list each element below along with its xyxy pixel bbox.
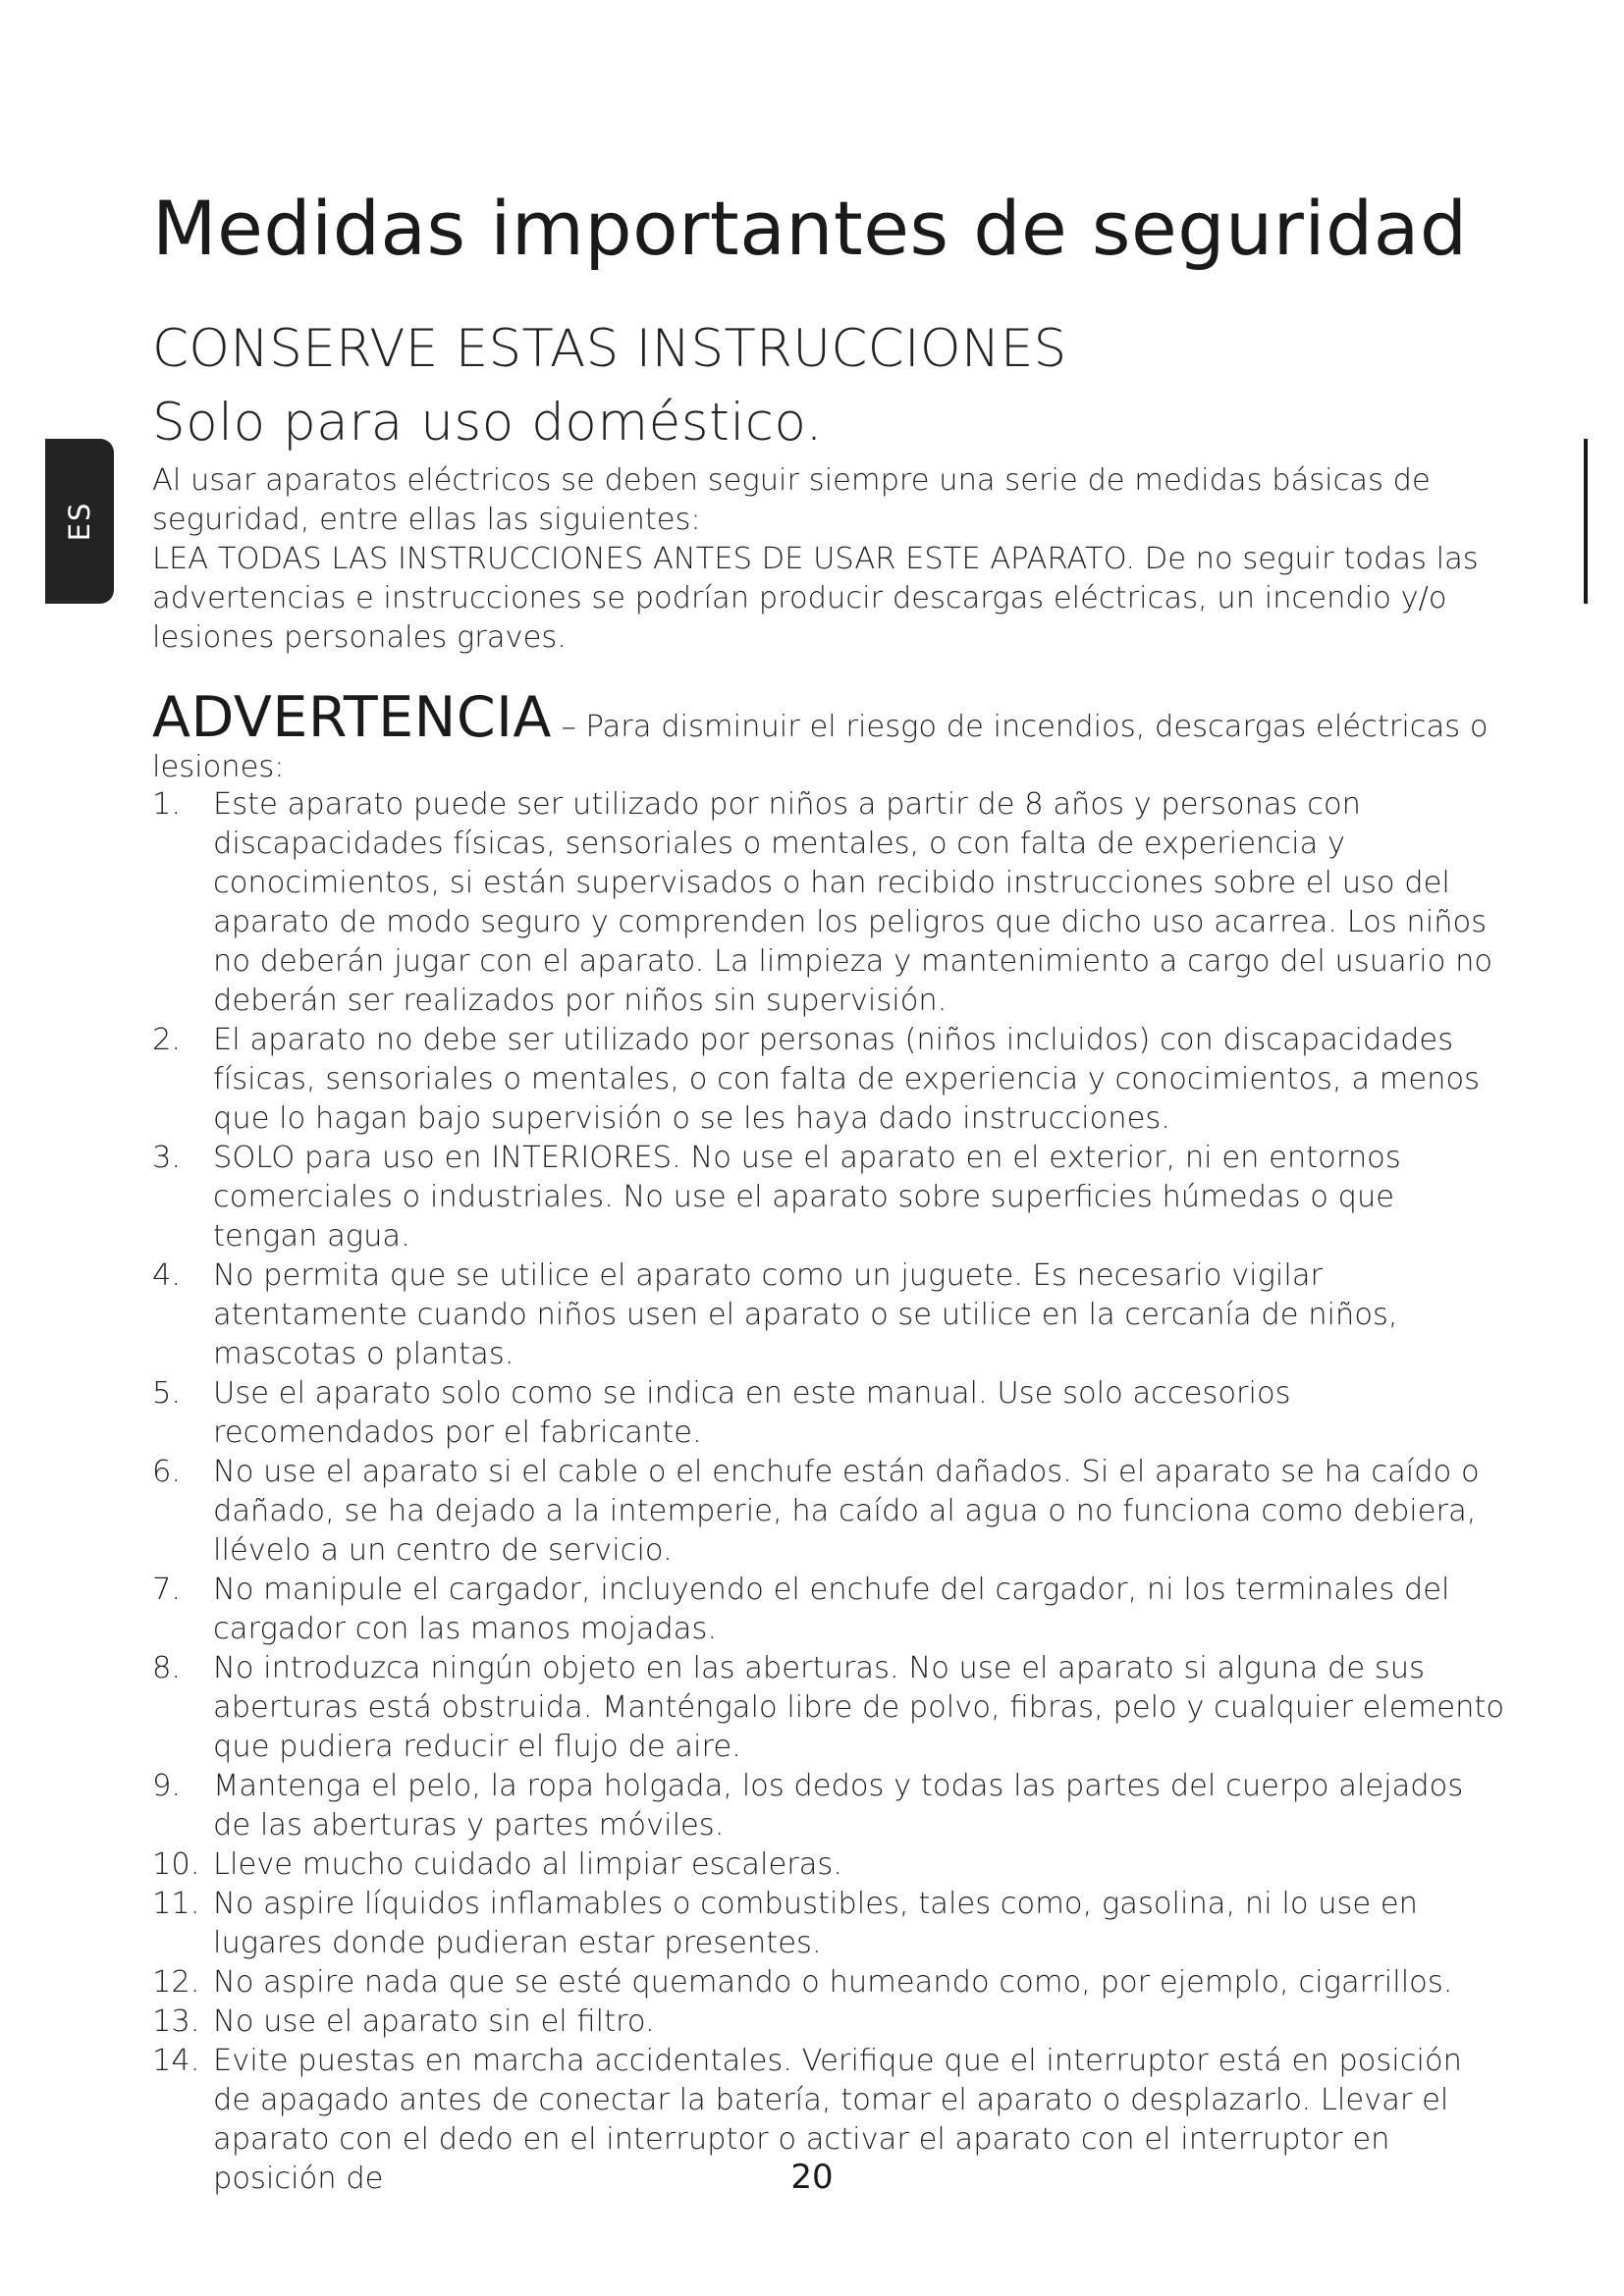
intro-paragraph-1: Al usar aparatos eléctricos se deben seguir siempre una serie de medidas básicas de seguridad, entre ellas las siguientes:: [152, 463, 1431, 537]
list-item-text: No permita que se utilice el aparato como un juguete. Es necesario vigilar atentamente cuando niños usen el aparato o se utilice en la cercanía de niños, mascotas o plantas.: [213, 1258, 1398, 1371]
list-item-number: 12.: [152, 1965, 200, 2000]
list-item-number: 1.: [152, 787, 182, 822]
list-item-number: 4.: [152, 1258, 182, 1293]
list-item-text: Evite puestas en marcha accidentales. Verifique que el interruptor está en posición de apagado antes de conectar la batería, tomar el aparato o desplazarlo. Llevar el aparato con el dedo en el interruptor o activar el aparato con el interruptor en posición de: [213, 2044, 1462, 2196]
language-tab: [45, 439, 114, 604]
list-item-text: No aspire líquidos inflamables o combustibles, tales como, gasolina, ni lo use en lugares donde pudieran estar presentes.: [213, 1887, 1418, 1960]
page-number: 20: [790, 2158, 834, 2197]
list-item: [152, 2002, 1507, 2042]
list-item: [152, 1885, 1507, 1963]
list-item: [152, 1021, 1507, 1139]
language-tab-label: ES: [63, 501, 96, 542]
list-item-text: No manipule el cargador, incluyendo el enchufe del cargador, ni los terminales del cargador con las manos mojadas.: [213, 1573, 1450, 1646]
intro-paragraph-2: LEA TODAS LAS INSTRUCCIONES ANTES DE USAR ESTE APARATO. De no seguir todas las advertencias e instrucciones se podrían producir descargas eléctricas, un incendio y/o lesiones personales graves.: [152, 542, 1479, 655]
household-use-heading: Solo para uso doméstico.: [152, 393, 824, 453]
list-item-text: Mantenga el pelo, la ropa holgada, los dedos y todas las partes del cuerpo alejados de las aberturas y partes móviles.: [213, 1769, 1464, 1842]
list-item-number: 2.: [152, 1023, 182, 1057]
warning-heading: ADVERTENCIA: [152, 685, 552, 750]
list-item: [152, 1845, 1507, 1885]
list-item-number: 3.: [152, 1141, 182, 1175]
list-item: [152, 1139, 1507, 1256]
list-item: [152, 1453, 1507, 1571]
list-item: [152, 1571, 1507, 1649]
list-item: [152, 1374, 1507, 1453]
list-item-text: No introduzca ningún objeto en las aberturas. No use el aparato si alguna de sus aberturas está obstruida. Manténgalo libre de polvo, fibras, pelo y cualquier elemento que pudiera reducir el flujo de aire.: [213, 1651, 1505, 1764]
list-item-number: 10.: [152, 1847, 200, 1882]
list-item-text: El aparato no debe ser utilizado por personas (niños incluidos) con discapacidades físicas, sensoriales o mentales, o con falta de experiencia y conocimientos, a menos que lo hagan bajo supervisión o se les haya dado instrucciones.: [213, 1023, 1481, 1136]
list-item-number: 8.: [152, 1651, 182, 1685]
list-item-number: 11.: [152, 1887, 200, 1921]
keep-instructions-heading: CONSERVE ESTAS INSTRUCCIONES: [152, 319, 1067, 379]
list-item: [152, 1256, 1507, 1374]
list-item-number: 9.: [152, 1769, 182, 1803]
list-item: [152, 1649, 1507, 1767]
safety-rules-list: [152, 785, 1507, 2199]
list-item: [152, 785, 1507, 1021]
list-item: [152, 1963, 1507, 2002]
warning-paragraph: [152, 687, 1527, 787]
list-item-number: 7.: [152, 1573, 182, 1607]
list-item-number: 6.: [152, 1455, 182, 1489]
margin-rule: [1584, 439, 1588, 604]
list-item-number: 13.: [152, 2004, 200, 2039]
list-item-number: 5.: [152, 1376, 182, 1411]
warning-text: – Para disminuir el riesgo de incendios, descargas eléctricas o lesiones:: [152, 710, 1489, 784]
list-item-text: No aspire nada que se esté quemando o humeando como, por ejemplo, cigarrillos.: [213, 1965, 1453, 2000]
page-title: Medidas importantes de seguridad: [152, 185, 1468, 272]
list-item-text: SOLO para uso en INTERIORES. No use el aparato en el exterior, ni en entornos comerciales o industriales. No use el aparato sobre superficies húmedas o que tengan agua.: [213, 1141, 1401, 1254]
list-item-text: Use el aparato solo como se indica en este manual. Use solo accesorios recomendados por el fabricante.: [213, 1376, 1291, 1450]
list-item: [152, 1767, 1507, 1845]
list-item-text: Lleve mucho cuidado al limpiar escaleras.: [213, 1847, 843, 1882]
list-item-number: 14.: [152, 2044, 200, 2078]
list-item-text: No use el aparato sin el filtro.: [213, 2004, 655, 2039]
list-item-text: Este aparato puede ser utilizado por niños a partir de 8 años y personas con discapacidades físicas, sensoriales o mentales, o con falta de experiencia y conocimientos, si están supervisados o han recibido instrucciones sobre el uso del aparato de modo seguro y comprenden los peligros que dicho uso acarrea. Los niños no deberán jugar con el aparato. La limpieza y mantenimiento a cargo del usuario no deberán ser realizados por niños sin supervisión.: [213, 787, 1493, 1018]
intro-section: [152, 461, 1488, 658]
list-item-text: No use el aparato si el cable o el enchufe están dañados. Si el aparato se ha caído o dañado, se ha dejado a la intemperie, ha caído al agua o no funciona como debiera, llévelo a un centro de servicio.: [213, 1455, 1480, 1568]
